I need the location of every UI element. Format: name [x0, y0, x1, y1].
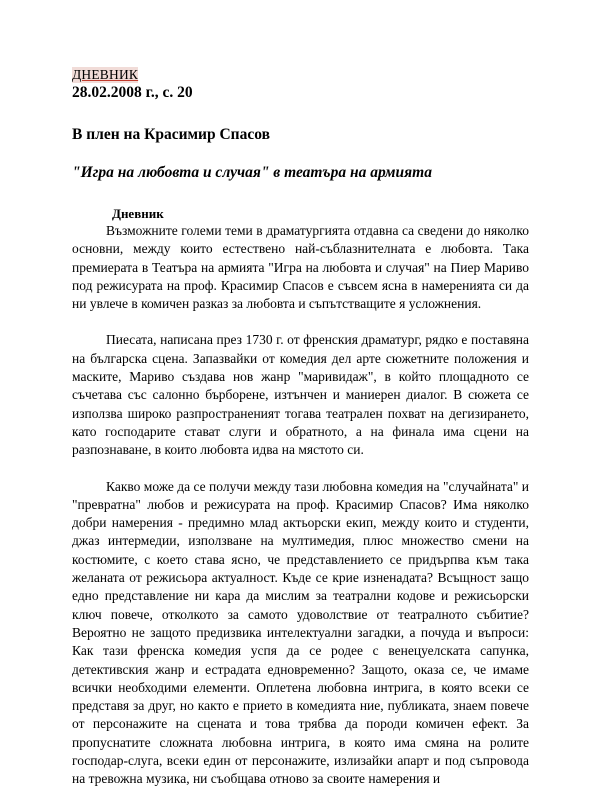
article-body [72, 222, 529, 789]
article-subtitle: "Игра на любовта и случая" в театъра на армията [72, 164, 432, 181]
article-author: Дневник [112, 206, 164, 221]
issue-date-page: 28.02.2008 г., с. 20 [72, 84, 193, 101]
publication-name: ДНЕВНИК [72, 67, 139, 82]
document-page [72, 66, 529, 789]
article-title: В плен на Красимир Спасов [72, 126, 270, 143]
paragraph: Какво може да се получи между тази любовна комедия на "случайната" и "превратна" любов и режисурата на проф. Красимир Спасов? Има няколко добри намерения - предимно млад актьорски екип, между които и студенти, джаз интермедии, използване на мултимедия, плюс множество смени на костюмите, с което става ясно, че представлението се придърпва към така желаната от режисьора актуалност. Къде се крие изненадата? Всъщност защо едно представление ни кара да мислим за театрални кодове и режисьорски ключ повече, отколкото за самото удоволствие от театралното събитие? Вероятно не защото предизвика интелектуални загадки, а почуда и въпроси: Как тази френска комедия успя да се родее с венецуелската сапунка, детективския жанр и естрадата едновременно? Защото, оказа се, че имаме всички необходими елементи. Оплетена любовна интрига, в която всеки се представя за друг, но както е прието в комедията ние, публиката, знаем повече от персонажите на сцената и това трябва да породи комичен ефект. За пропуснатите сложната любовна интрига, в която има смяна на ролите господар-слуга, всеки един от персонажите, излизайки апарт и под съпровода на тревожна музика, ни съобщава отново за своите намерения и [72, 478, 529, 787]
paragraph: Пиесата, написана през 1730 г. от френския драматург, рядко е поставяна на българска сцена. Запазвайки от комедия дел арте сюжетните положения и маските, Мариво създава нов жанр "маривидаж", в който площадното се съчетава със салонно бърборене, изтънчен и маниерен диалог. В сюжета се използва широко разпространеният тогава театрален похват на дегизирането, като господарите стават слуги и обратното, а на финала има сцени на разпознаване, в които любовта идва на мястото си. [72, 332, 529, 458]
paragraph: Възможните големи теми в драматургията отдавна са сведени до няколко основни, между които естествено най-съблазнителната е любовта. Така премиерата в Театъра на армията "Игра на любовта и случая" на Пиер Мариво под режисурата на проф. Красимир Спасов е съвсем ясна в намеренията си да ни увлече в комичен разказ за любовта и съпътстващите я усложнения. [72, 223, 529, 312]
